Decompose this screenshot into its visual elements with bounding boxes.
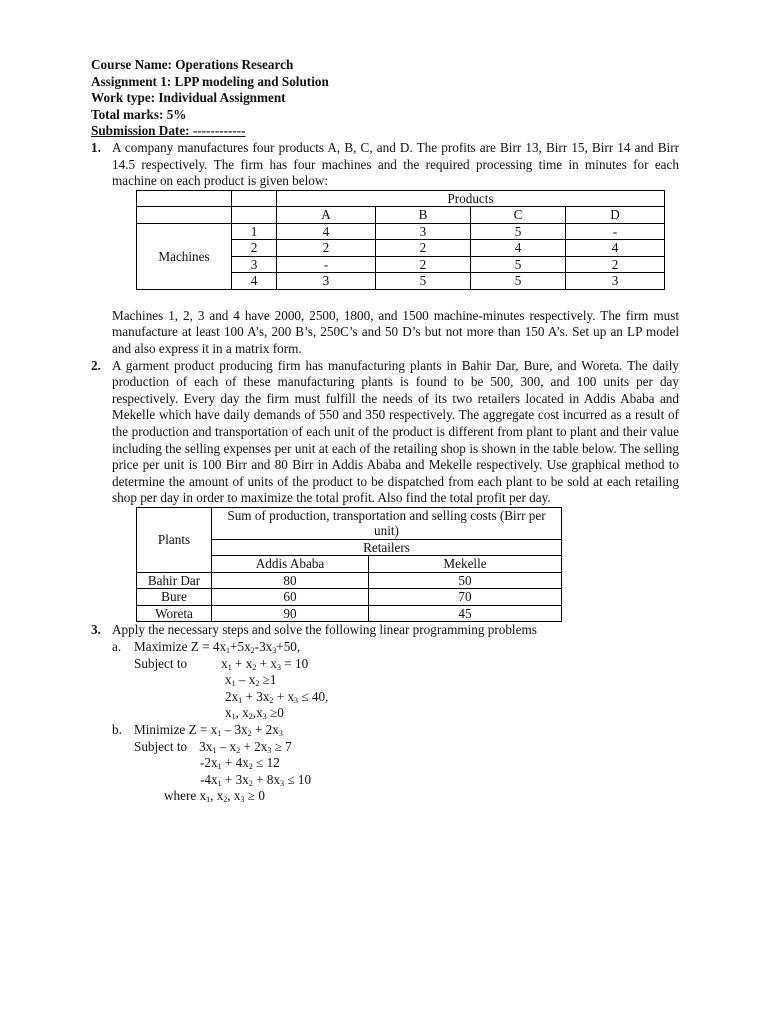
problem-b-constraint-3: $-4x_1 + 3x_2 + 8x_3 \le 10$ <box>200 771 312 788</box>
product-header-b: B <box>375 207 470 224</box>
problem-a-constraint-2: $x_1 - x_2 \ge 1$ <box>225 672 277 689</box>
retailer-mekelle: Mekelle <box>369 556 562 573</box>
table-cell: 90 <box>212 605 369 622</box>
retailers-header: Retailers <box>212 539 562 556</box>
submission-value: ------------ <box>189 123 246 139</box>
table-cell: 5 <box>375 273 470 290</box>
problem-a-constraint-4: $x_1$, $x_2,x_3 \ge 0$ <box>225 705 284 722</box>
plant-cost-table <box>136 507 562 623</box>
table-cell: 60 <box>212 589 369 606</box>
question-3 <box>91 622 679 805</box>
table-cell: 3 <box>375 223 470 240</box>
table-cell: 5 <box>470 273 565 290</box>
table-cell-empty <box>232 190 277 207</box>
total-marks: Total marks: 5% <box>91 106 187 122</box>
plant-name: Bahir Dar <box>137 572 212 589</box>
table-cell: 4 <box>277 223 376 240</box>
problem-a-label: a. <box>112 638 122 654</box>
problem-a-constraint-1: $x_1 + x_2 + x_3 = 10$ <box>221 655 309 672</box>
product-header-a: A <box>277 207 376 224</box>
table-cell: - <box>277 256 376 273</box>
question-3-intro: Apply the necessary steps and solve the following linear programming problems <box>112 622 537 638</box>
table-cell: 3 <box>566 273 665 290</box>
table-cell: 2 <box>566 256 665 273</box>
course-name: Course Name: Operations Research <box>91 57 294 72</box>
question-2-number: 2. <box>91 357 101 373</box>
table-cell-empty <box>232 207 277 224</box>
plant-name: Bure <box>137 589 212 606</box>
table-cell: 2 <box>375 256 470 273</box>
table-row <box>137 605 562 622</box>
table-cell: 80 <box>212 572 369 589</box>
table-cell: 2 <box>375 240 470 257</box>
question-1-number: 1. <box>91 139 101 155</box>
problem-b-objective: Minimize $Z = x_1 - 3x_2 + 2x_3$ <box>134 721 283 738</box>
plants-header: Plants <box>137 507 212 572</box>
assignment-title: Assignment 1: LPP modeling and Solution <box>91 73 329 89</box>
table-cell: 5 <box>470 223 565 240</box>
question-1-constraints: Machines 1, 2, 3 and 4 have 2000, 2500, 1800, and 1500 machine-minutes respectively. The firm must manufacture at least 100 A’s, 200 B’s, 250C’s and 50 D’s but not more than 150 A’s. Set up an LP model and also express it in a matrix form. <box>112 307 679 356</box>
machine-number: 3 <box>232 256 277 273</box>
machine-number: 2 <box>232 240 277 257</box>
products-header: Products <box>277 190 665 207</box>
work-type: Work type: Individual Assignment <box>91 90 286 106</box>
document-page <box>91 57 679 805</box>
problem-a-objective: Maximize $Z = 4x_1+5x_2-3x_3+50$, <box>134 638 301 655</box>
plant-name: Woreta <box>137 605 212 622</box>
table-cell-empty <box>137 190 232 207</box>
table-cell: 4 <box>470 240 565 257</box>
table-row <box>137 589 562 606</box>
submission-label: Submission Date: <box>91 123 190 139</box>
machine-number: 4 <box>232 273 277 290</box>
table-cell: - <box>566 223 665 240</box>
machine-time-table <box>136 190 665 290</box>
product-header-c: C <box>470 207 565 224</box>
problem-b-subject-to: Subject to $3x_1 - x_2 + 2x_3 \ge 7$ <box>134 738 292 755</box>
submission-date <box>91 123 679 140</box>
machines-label: Machines <box>137 223 232 289</box>
table-row <box>137 572 562 589</box>
table-cell: 4 <box>566 240 665 257</box>
problem-b-constraint-1: $3x_1 - x_2 + 2x_3 \ge 7$ <box>199 738 292 755</box>
question-3-number: 3. <box>91 622 101 638</box>
cost-header: Sum of production, transportation and selling costs (Birr per unit) <box>212 507 562 539</box>
problem-b-label: b. <box>112 721 122 737</box>
machine-number: 1 <box>232 223 277 240</box>
product-header-d: D <box>566 207 665 224</box>
question-2 <box>91 358 679 623</box>
retailer-addis-ababa: Addis Ababa <box>212 556 369 573</box>
table-cell: 70 <box>369 589 562 606</box>
problem-a-constraint-3: $2x_1 + 3x_2 + x_3 \le 40$, <box>225 688 329 705</box>
problem-b-constraint-2: $-2x_1 + 4x_2 \le 12$ <box>200 755 280 772</box>
table-cell-empty <box>137 207 232 224</box>
table-cell: 5 <box>470 256 565 273</box>
table-cell: 50 <box>369 572 562 589</box>
table-cell: 45 <box>369 605 562 622</box>
problem-a-subject-to: Subject to $x_1 + x_2 + x_3 = 10$ <box>134 655 309 672</box>
table-cell: 3 <box>277 273 376 290</box>
problem-a <box>112 639 679 722</box>
problem-b <box>112 722 679 805</box>
question-2-text: A garment product producing firm has manufacturing plants in Bahir Dar, Bure, and Woreta. The daily production of each of these manufacturing plants is found to be 500, 300, and 100 units per day respectively. Every day the firm must fulfill the needs of its two retailers located in Addis Ababa and Mekelle which have daily demands of 550 and 350 respectively. The aggregate cost incurred as a result of the production and transportation of each unit of the product is different from plant to plant and their value including the selling expenses per unit at each of the retailing shop is shown in the table below. The selling price per unit is 100 Birr and 80 Birr in Addis Ababa and Mekelle respectively. Use graphical method to determine the amount of units of the product to be dispatched from each plant to be sold at each retailing shop per day in order to maximize the total profit. Also find the total profit per day. <box>112 357 679 506</box>
table-row <box>137 223 665 240</box>
question-1 <box>91 140 679 358</box>
question-1-intro: A company manufactures four products A, B, C, and D. The profits are Birr 13, Birr 15, Birr 14 and Birr 14.5 respectively. The firm has four machines and the required processing time in minutes for each machine on each product is given below: <box>112 139 679 189</box>
problem-b-constraint-4: where $x_1$, $x_2$, $x_3 \ge 0$ <box>164 788 265 805</box>
table-cell: 2 <box>277 240 376 257</box>
